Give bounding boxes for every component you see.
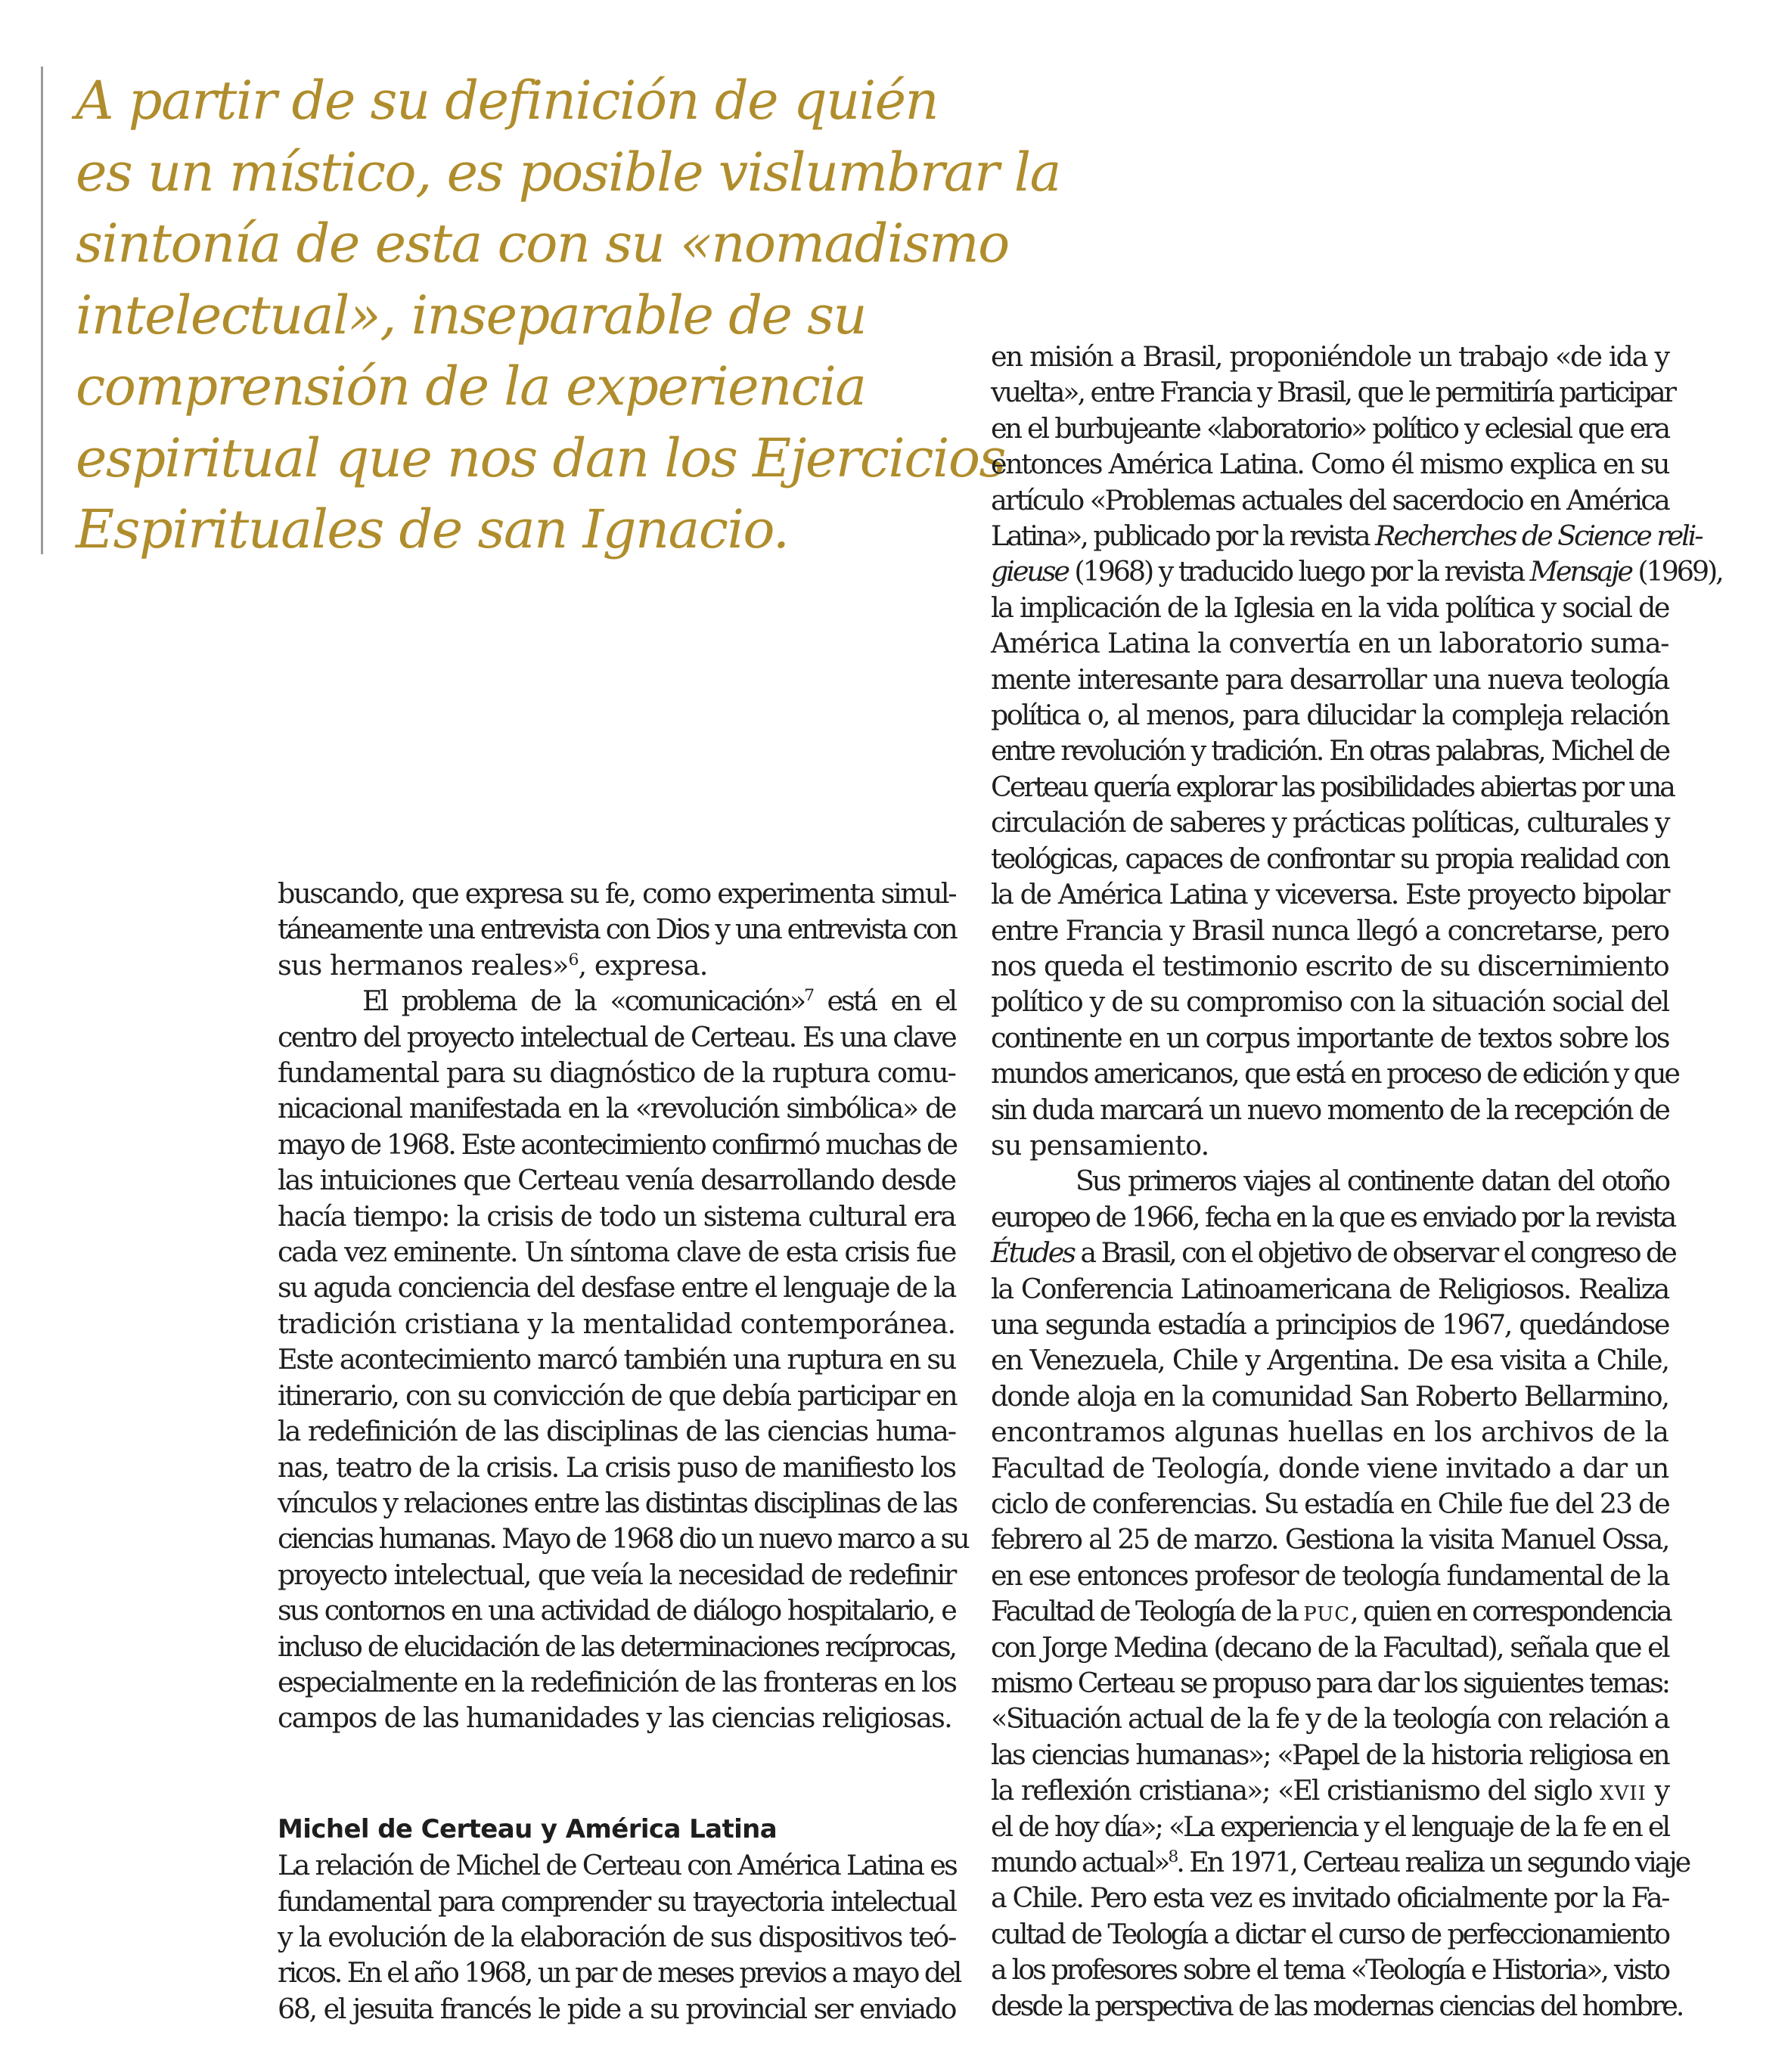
text-run: la reflexión cristiana»; «El cristianismo del siglo — [991, 1774, 1600, 1807]
body-line: vuelta», entre Francia y Brasil, que le permitiría participar — [991, 376, 1675, 409]
body-line: en el burbujeante «laboratorio» político y eclesial que era — [991, 411, 1668, 445]
right-column — [991, 339, 1722, 2024]
pull-quote-line: Espirituales de san Ignacio. — [76, 498, 789, 560]
pull-quote-line: A partir de su definición de quién — [76, 70, 939, 132]
journal-title: Mensaje — [1529, 555, 1631, 588]
body-line: entre Francia y Brasil nunca llegó a concretarse, pero — [991, 913, 1668, 947]
body-line: en Venezuela, Chile y Argentina. De esa visita a Chile, — [991, 1344, 1668, 1377]
body-line: 68, el jesuita francés le pide a su provincial ser enviado — [278, 1992, 955, 2025]
text-run: está en el — [812, 985, 955, 1018]
body-line: proyecto intelectual, que veía la necesidad de redefinir — [278, 1558, 955, 1591]
body-line: fundamental para comprender su trayectoria intelectual — [278, 1884, 955, 1918]
body-line: con Jorge Medina (decano de la Facultad), señala que el — [991, 1630, 1668, 1664]
pull-quote-line: espiritual que nos dan los Ejercicios — [76, 426, 1005, 489]
body-line: entre revolución y tradición. En otras palabras, Michel de — [991, 734, 1668, 768]
body-line: las ciencias humanas»; «Papel de la historia religiosa en — [991, 1738, 1668, 1771]
body-line: donde aloja en la comunidad San Roberto Bellarmino, — [991, 1379, 1668, 1413]
body-line: la implicación de la Iglesia en la vida política y social de — [991, 591, 1668, 624]
body-line: artículo «Problemas actuales del sacerdocio en América — [991, 483, 1668, 516]
acronym: puc — [1303, 1595, 1351, 1628]
body-line: teológicas, capaces de confrontar su propia realidad con — [991, 842, 1668, 875]
body-line: nos queda el testimonio escrito de su discernimiento — [991, 949, 1668, 982]
body-line: su pensamiento. — [991, 1128, 1209, 1162]
body-line: vínculos y relaciones entre las distintas disciplinas de las — [278, 1486, 957, 1519]
body-line: sin duda marcará un nuevo momento de la recepción de — [991, 1093, 1668, 1126]
body-line: fundamental para su diagnóstico de la ruptura comu- — [278, 1056, 955, 1090]
body-line — [991, 1844, 1690, 1880]
body-line: a los profesores sobre el tema «Teología e Historia», visto — [991, 1953, 1668, 1987]
body-line: hacía tiempo: la crisis de todo un sistema cultural era — [278, 1199, 955, 1233]
roman-numeral: xvii — [1600, 1774, 1647, 1807]
body-line: la de América Latina y viceversa. Este proyecto bipolar — [991, 878, 1668, 911]
body-line: «Situación actual de la fe y de la teología con relación a — [991, 1702, 1668, 1735]
body-line: itinerario, con su convicción de que debía participar en — [278, 1379, 957, 1412]
body-line: ricos. En el año 1968, un par de meses previos a mayo del — [278, 1956, 961, 1990]
text-run: Latina», publicado por la revista — [991, 520, 1376, 553]
body-line: sus contornos en una actividad de diálogo hospitalario, e — [278, 1594, 955, 1627]
body-line: cultad de Teología a dictar el curso de perfeccionamiento — [991, 1917, 1668, 1950]
text-run: . En 1971, Certeau realiza un segundo viaje — [1176, 1846, 1690, 1879]
journal-title: gieuse — [991, 555, 1068, 588]
body-line — [991, 1235, 1675, 1270]
body-line: una segunda estadía a principios de 1967, quedándose — [991, 1307, 1668, 1341]
pull-quote-line: comprensión de la experiencia — [76, 355, 866, 417]
body-line: circulación de saberes y prácticas políticas, culturales y — [991, 806, 1668, 839]
body-line: cada vez eminente. Un síntoma clave de esta crisis fue — [278, 1236, 955, 1269]
body-line — [991, 518, 1702, 554]
body-line: Este acontecimiento marcó también una ruptura en su — [278, 1343, 955, 1376]
body-line: incluso de elucidación de las determinaciones recíprocas, — [278, 1630, 955, 1663]
body-line: a Chile. Pero esta vez es invitado oficialmente por la Fa- — [991, 1881, 1668, 1915]
body-line: política o, al menos, para dilucidar la compleja relación — [991, 699, 1668, 732]
body-line: táneamente una entrevista con Dios y una entrevista con — [278, 913, 956, 946]
body-line: la redefinición de las disciplinas de las ciencias huma- — [278, 1415, 955, 1448]
footnote-ref: 7 — [804, 986, 812, 1006]
body-line: en ese entonces profesor de teología fundamental de la — [991, 1559, 1668, 1592]
pull-quote-line: es un místico, es posible vislumbrar la — [76, 141, 1060, 203]
body-line: su aguda conciencia del desfase entre el lenguaje de la — [278, 1271, 955, 1304]
body-line: campos de las humanidades y las ciencias religiosas. — [278, 1701, 952, 1735]
pull-quote-rule — [41, 67, 43, 554]
body-line: la Conferencia Latinoamericana de Religiosos. Realiza — [991, 1272, 1668, 1305]
left-column — [278, 876, 968, 2027]
body-line — [991, 1773, 1668, 1808]
journal-title: Recherches de Science reli- — [1375, 520, 1702, 553]
body-line: europeo de 1966, fecha en la que es enviado por la revista — [991, 1200, 1675, 1233]
body-line: las intuiciones que Certeau venía desarrollando desde — [278, 1164, 955, 1197]
body-line: La relación de Michel de Certeau con América Latina es — [278, 1849, 957, 1882]
text-run: (1969), — [1631, 555, 1722, 588]
pull-quote — [76, 65, 1060, 566]
body-line: el de hoy día»; «La experiencia y el lenguaje de la fe en el — [991, 1810, 1668, 1843]
footnote-ref: 8 — [1168, 1847, 1177, 1866]
body-line: político y de su compromiso con la situación social del — [991, 985, 1668, 1019]
text-run: (1968) y traducido luego por la revista — [1067, 555, 1530, 588]
body-line: ciencias humanas. Mayo de 1968 dio un nuevo marco a su — [278, 1522, 968, 1556]
body-line: desde la perspectiva de las modernas ciencias del hombre. — [991, 1989, 1683, 2022]
body-line: mundos americanos, que está en proceso de edición y que — [991, 1057, 1678, 1090]
text-run: sus hermanos reales» — [278, 948, 569, 982]
body-line: mayo de 1968. Este acontecimiento confirmó muchas de — [278, 1128, 957, 1161]
body-line: América Latina la convertía en un laboratorio suma- — [991, 627, 1668, 660]
body-line — [278, 948, 955, 983]
pull-quote-line: intelectual», inseparable de su — [76, 284, 867, 346]
body-line: buscando, que expresa su fe, como experimenta simul- — [278, 877, 956, 910]
text-run: El problema de la «comunicación» — [362, 985, 805, 1018]
body-line: y la evolución de la elaboración de sus dispositivos teó- — [278, 1920, 955, 1953]
body-line: Certeau quería explorar las posibilidades abiertas por una — [991, 770, 1674, 803]
body-line: Facultad de Teología, donde viene invitado a dar un — [991, 1451, 1668, 1484]
body-line: continente en un corpus importante de textos sobre los — [991, 1021, 1668, 1054]
body-line: encontramos algunas huellas en los archivos de la — [991, 1416, 1668, 1449]
body-line: especialmente en la redefinición de las fronteras en los — [278, 1665, 956, 1698]
text-run: , quien en correspondencia — [1350, 1595, 1671, 1628]
body-line: en misión a Brasil, proponiéndole un trabajo «de ida y — [991, 340, 1668, 373]
body-line: tradición cristiana y la mentalidad contemporánea. — [278, 1307, 955, 1340]
body-line — [991, 554, 1722, 589]
body-line: nas, teatro de la crisis. La crisis puso de manifiesto los — [278, 1450, 955, 1484]
body-line: Sus primeros viajes al continente datan del otoño — [1076, 1165, 1668, 1198]
body-line: entonces América Latina. Como él mismo explica en su — [991, 448, 1668, 481]
section-heading: Michel de Certeau y América Latina — [278, 1813, 778, 1844]
footnote-ref: 6 — [568, 950, 579, 969]
body-line — [991, 1593, 1671, 1629]
body-line: febrero al 25 de marzo. Gestiona la visita Manuel Ossa, — [991, 1523, 1668, 1556]
text-run: Facultad de Teología de la — [991, 1595, 1304, 1628]
body-line: mismo Certeau se propuso para dar los siguientes temas: — [991, 1667, 1668, 1700]
text-run: mundo actual» — [991, 1846, 1169, 1879]
text-run: , expresa. — [578, 948, 708, 982]
body-line: centro del proyecto intelectual de Certeau. Es una clave — [278, 1020, 955, 1053]
body-line: mente interesante para desarrollar una nueva teología — [991, 662, 1668, 696]
text-run: a Brasil, con el objetivo de observar el congreso de — [1073, 1236, 1675, 1270]
pull-quote-line: sintonía de esta con su «nomadismo — [76, 212, 1009, 275]
journal-title: Études — [991, 1236, 1074, 1270]
text-run: y — [1646, 1774, 1669, 1807]
body-line: ciclo de conferencias. Su estadía en Chile fue del 23 de — [991, 1487, 1669, 1520]
body-line — [278, 983, 955, 1019]
body-line: nicacional manifestada en la «revolución simbólica» de — [278, 1092, 955, 1125]
